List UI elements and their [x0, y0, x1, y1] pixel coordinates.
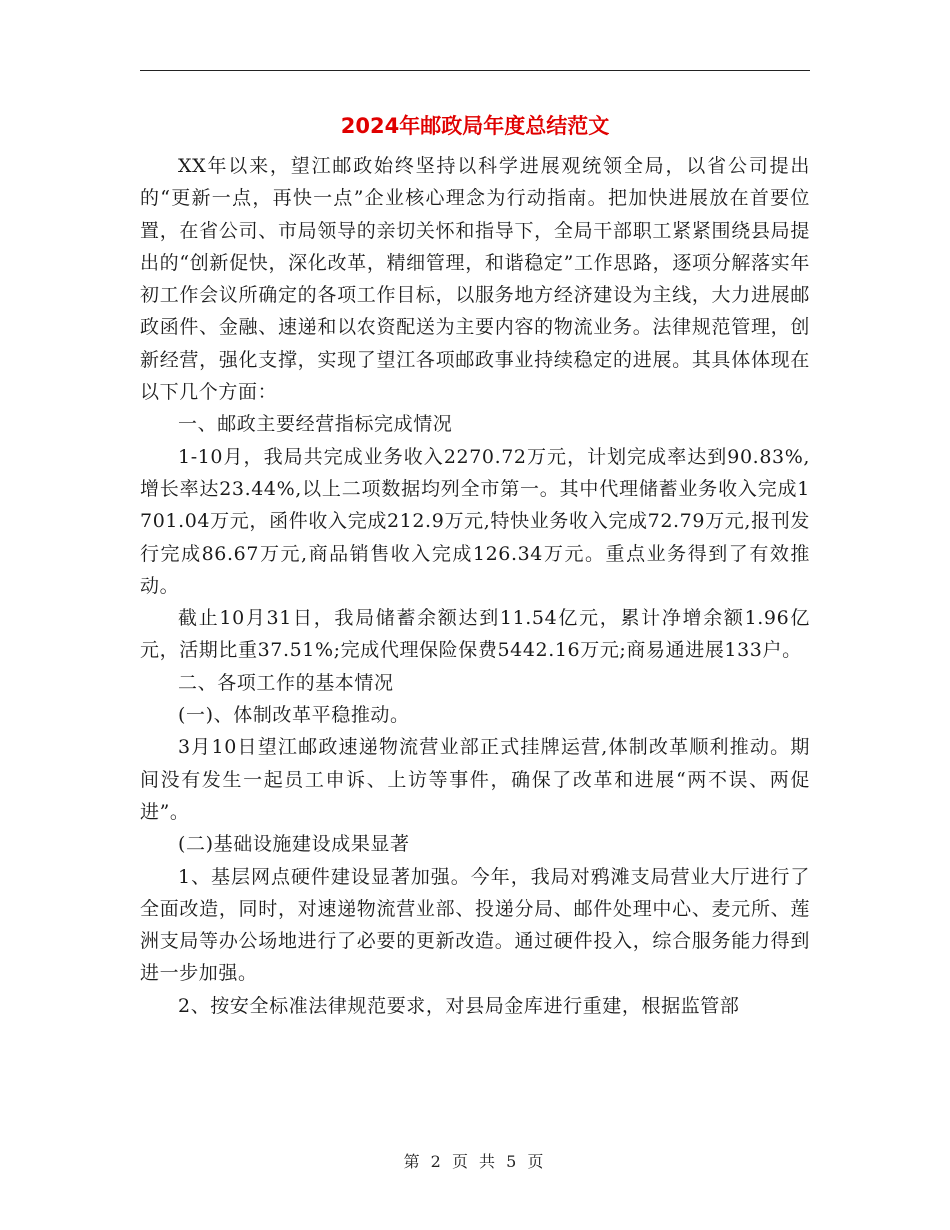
- revenue-paragraph: 1-10月，我局共完成业务收入2270.72万元，计划完成率达到90.83%,增长率达23.44%,以上二项数据均列全市第一。其中代理储蓄业务收入完成1701.04万元，函件收入完成212.9万元,特快业务收入完成72.79万元,报刊发行完成86.67万元,商品销售收入完成126.34万元。重点业务得到了有效推动。: [140, 445, 810, 597]
- subsection-heading-2: (二)基础设施建设成果显著: [178, 833, 410, 856]
- infrastructure-paragraph-1: 1、基层网点硬件建设显著加强。今年，我局对鸦滩支局营业大厅进行了全面改造，同时，对速递物流营业部、投递分局、邮件处理中心、麦元所、莲洲支局等办公场地进行了必要的更新改造。通过硬件投入，综合服务能力得到进一步加强。: [140, 865, 810, 985]
- section-heading-2: 二、各项工作的基本情况: [178, 671, 394, 694]
- document-body: [140, 150, 810, 1022]
- document-title: 2024年邮政局年度总结范文: [340, 114, 610, 138]
- section-heading-1: 一、邮政主要经营指标完成情况: [178, 413, 453, 436]
- header-rule: [140, 70, 810, 71]
- subsection-heading-1: (一)、体制改革平稳推动。: [178, 704, 410, 727]
- reform-paragraph: 3月10日望江邮政速递物流营业部正式挂牌运营,体制改革顺利推动。期间没有发生一起员工申诉、上访等事件，确保了改革和进展“两不误、两促进”。: [140, 736, 810, 823]
- savings-paragraph: 截止10月31日，我局储蓄余额达到11.54亿元，累计净增余额1.96亿元，活期比重37.51%;完成代理保险保费5442.16万元;商易通进展133户。: [140, 607, 810, 662]
- page-number-footer: 第 2 页 共 5 页: [403, 1152, 547, 1171]
- infrastructure-paragraph-2: 2、按安全标准法律规范要求，对县局金库进行重建，根据监管部: [178, 994, 740, 1017]
- intro-paragraph: XX年以来，望江邮政始终坚持以科学进展观统领全局，以省公司提出的“更新一点，再快一点”企业核心理念为行动指南。把加快进展放在首要位置，在省公司、市局领导的亲切关怀和指导下，全局干部职工紧紧围绕县局提出的“创新促快，深化改革，精细管理，和谐稳定”工作思路，逐项分解落实年初工作会议所确定的各项工作目标，以服务地方经济建设为主线，大力进展邮政函件、金融、速递和以农资配送为主要内容的物流业务。法律规范管理，创新经营，强化支撑，实现了望江各项邮政事业持续稳定的进展。其具体体现在以下几个方面：: [140, 155, 810, 404]
